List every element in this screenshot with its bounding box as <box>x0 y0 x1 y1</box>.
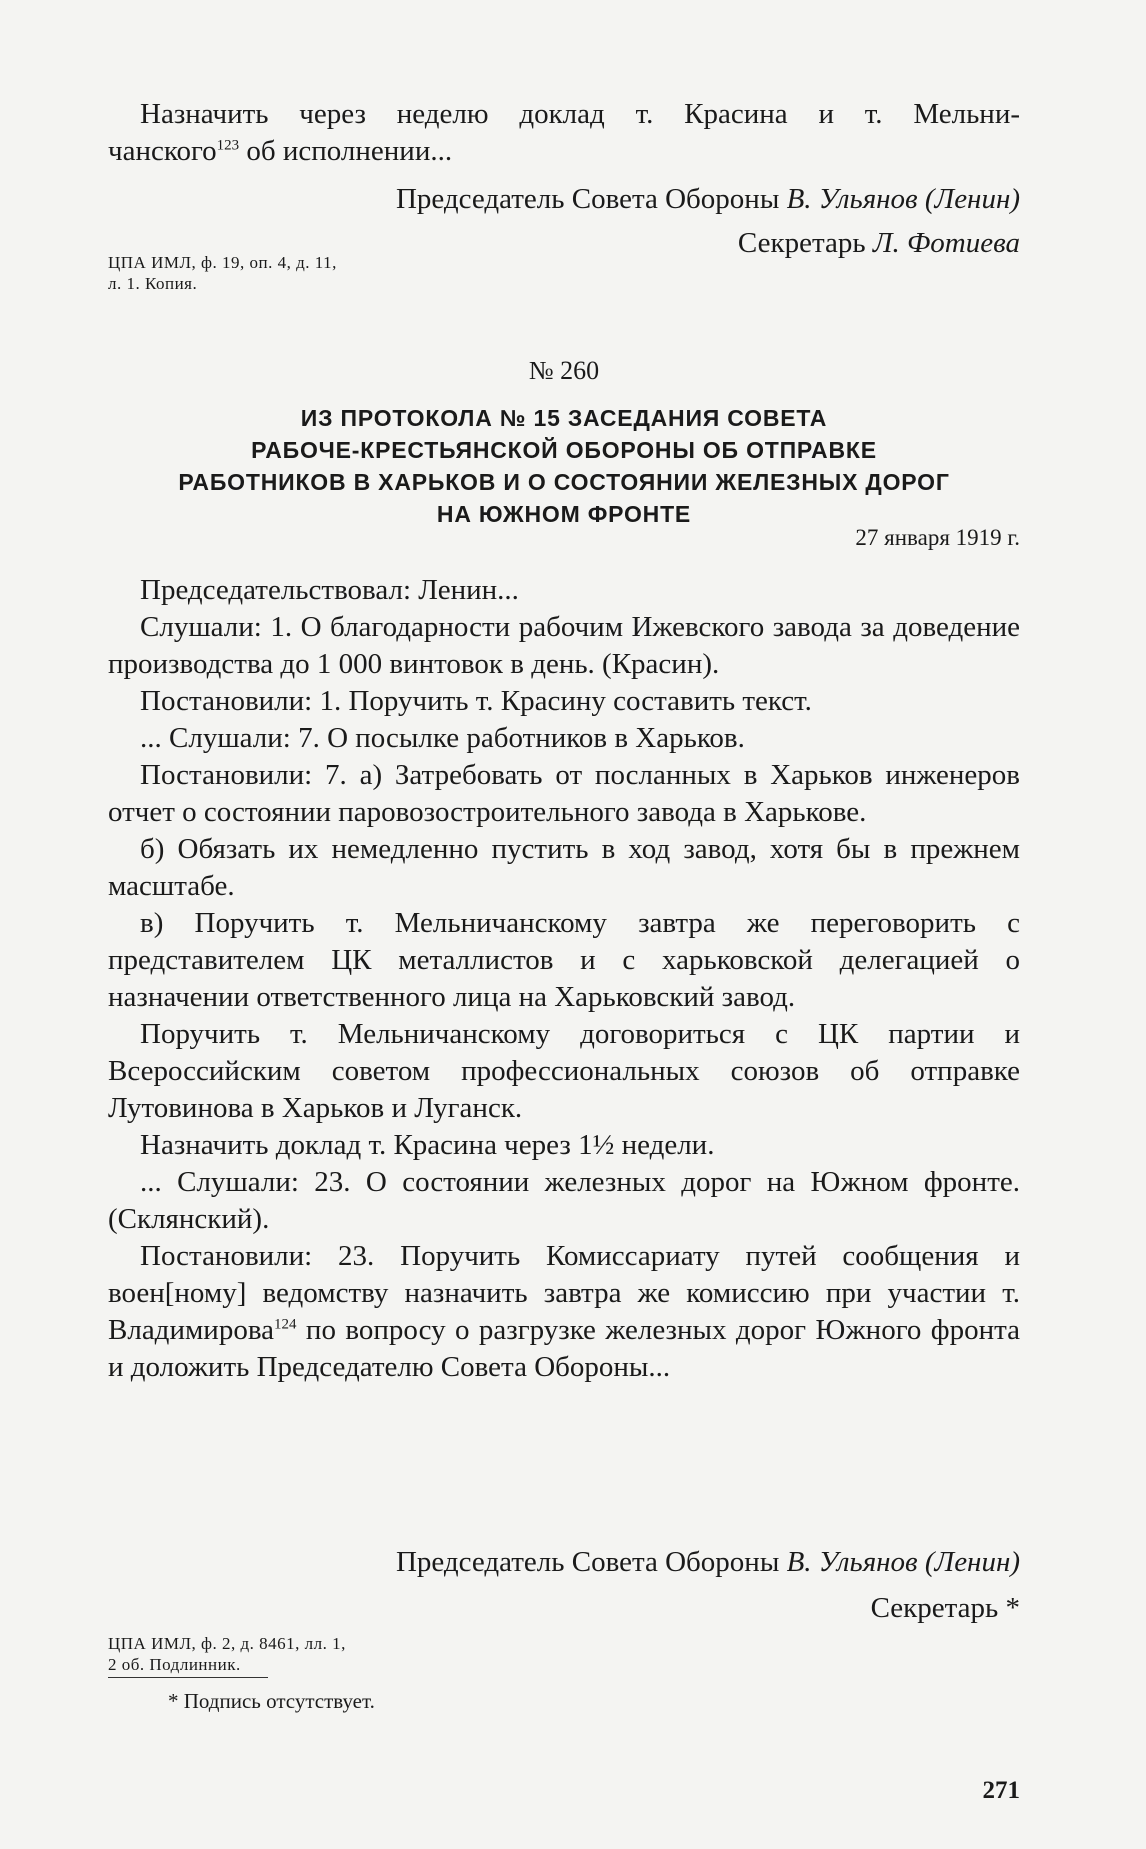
top-source-note <box>108 252 337 294</box>
body-paragraph: ... Слушали: 23. О состоянии железных дорог на Южном фронте. (Склянский). <box>108 1166 1020 1235</box>
signature-name: В. Ульянов (Ленин) <box>786 183 1020 215</box>
page <box>108 0 1020 1849</box>
body-paragraph: Слушали: 1. О благодарности рабочим Ижевского завода за доведение производства до 1 000 винтовок в день. (Красин). <box>108 611 1020 680</box>
protocol-body <box>108 572 1020 1386</box>
source-line: л. 1. Копия. <box>108 274 198 293</box>
body-paragraph: Постановили: 7. а) Затребовать от посланных в Харьков инженеров отчет о состоянии паровозостроительного завода в Харькове. <box>108 759 1020 828</box>
body-text: Постановили: 23. Поручить Комиссариату путей сообщения и воен[ному] ведомству назначить завтра же комиссию при участии т. Владимирова <box>108 1240 1020 1346</box>
body-text: по вопросу о разгрузке железных дорог Южного фронта и доложить Председателю Совета Обороны... <box>108 1314 1020 1383</box>
body-paragraph: Председательствовал: Ленин... <box>140 574 519 606</box>
source-line: ЦПА ИМЛ, ф. 2, д. 8461, лл. 1, <box>108 1634 346 1653</box>
body-paragraph: б) Обязать их немедленно пустить в ход завод, хотя бы в прежнем масштабе. <box>108 833 1020 902</box>
signature-name: В. Ульянов (Ленин) <box>786 1546 1020 1578</box>
body-paragraph: Поручить т. Мельничанскому договориться с ЦК партии и Всероссийским советом профессиональных союзов об отправке Лутовинова в Харьков и Луганск. <box>108 1018 1020 1124</box>
bottom-source-note <box>108 1633 346 1675</box>
document-number: № 260 <box>528 356 600 385</box>
body-paragraph: Постановили: 1. Поручить т. Красину составить текст. <box>140 685 812 717</box>
title-line: РАБОТНИКОВ В ХАРЬКОВ И О СОСТОЯНИИ ЖЕЛЕЗНЫХ ДОРОГ <box>178 469 950 495</box>
bottom-signature-chairman <box>396 1544 1020 1581</box>
source-line: 2 об. Подлинник. <box>108 1655 241 1674</box>
signature-role: Председатель Совета Обороны <box>395 1546 787 1578</box>
signature-role: Председатель Совета Обороны <box>395 183 787 215</box>
body-paragraph <box>108 1238 1020 1386</box>
document-date: 27 января 1919 г. <box>855 525 1020 550</box>
footnote-divider <box>108 1677 268 1678</box>
top-paragraph <box>108 96 1020 170</box>
footnote: * Подпись отсутствует. <box>168 1689 375 1713</box>
body-paragraph: в) Поручить т. Мельничанскому завтра же переговорить с представителем ЦК металлистов и с харьковской делегацией о назначении ответственного лица на Харьковский завод. <box>108 907 1020 1013</box>
footnote-ref-123: 123 <box>216 137 240 154</box>
document-title <box>108 402 1020 530</box>
title-line: НА ЮЖНОМ ФРОНТЕ <box>436 501 692 527</box>
page-number: 271 <box>982 1777 1020 1804</box>
body-paragraph: ... Слушали: 7. О посылке работников в Харьков. <box>140 722 745 754</box>
signature-name: Л. Фотиева <box>872 227 1020 259</box>
top-signature-chairman <box>396 181 1020 218</box>
top-para-text-end: об исполнении... <box>239 135 453 167</box>
bottom-signature-secretary: Секретарь * <box>870 1592 1020 1624</box>
top-signature-secretary <box>738 225 1020 262</box>
body-paragraph: Назначить доклад т. Красина через 1½ недели. <box>140 1129 715 1161</box>
top-para-text: чанского <box>108 135 217 167</box>
signature-role: Секретарь <box>737 227 873 259</box>
top-para-line1: Назначить через неделю доклад т. Красина и т. Мельни- <box>140 98 1020 130</box>
title-line: РАБОЧЕ-КРЕСТЬЯНСКОЙ ОБОРОНЫ ОБ ОТПРАВКЕ <box>251 437 877 463</box>
title-line: ИЗ ПРОТОКОЛА № 15 ЗАСЕДАНИЯ СОВЕТА <box>300 405 828 431</box>
top-para-line2 <box>108 133 1020 170</box>
source-line: ЦПА ИМЛ, ф. 19, оп. 4, д. 11, <box>108 253 337 272</box>
footnote-ref-124: 124 <box>274 1316 297 1333</box>
